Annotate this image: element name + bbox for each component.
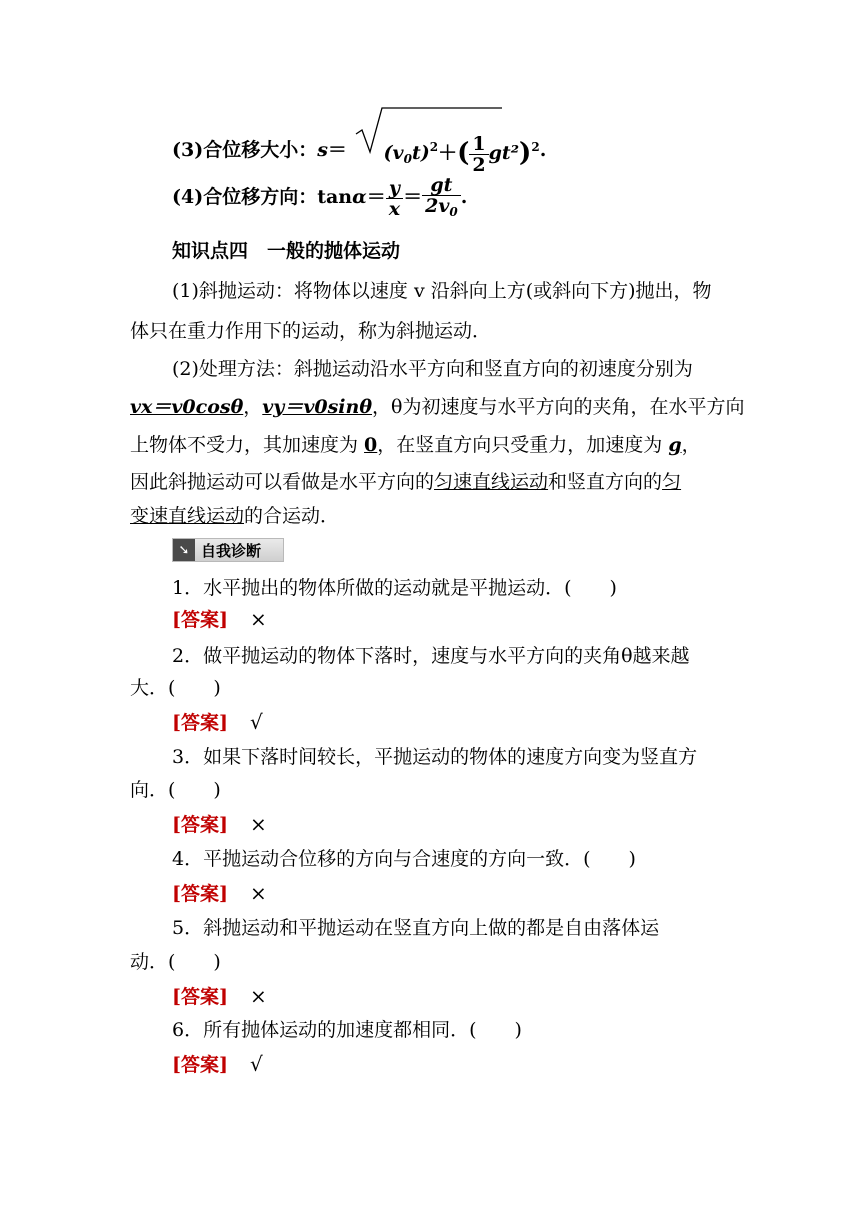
- answer-1: [答案] ×: [172, 607, 267, 631]
- question-5-cont: 动．( ): [130, 951, 221, 973]
- question-4: 4．平抛运动合位移的方向与合速度的方向一致．( ): [172, 848, 636, 870]
- question-3: 3．如果下落时间较长，平抛运动的物体的速度方向变为竖直方: [172, 746, 698, 768]
- formula-3: (3)合位移大小：s＝ $(v_0t)^2+$( $\frac{1}{2}$ gt²)$^2$.: [172, 118, 546, 168]
- section-title: 知识点四 一般的抛体运动: [172, 240, 401, 262]
- question-3-cont: 向．( ): [130, 779, 221, 801]
- question-5: 5．斜抛运动和平抛运动在竖直方向上做的都是自由落体运: [172, 917, 660, 939]
- paragraph-1-line-2: 体只在重力作用下的运动，称为斜抛运动．: [130, 320, 492, 342]
- fraction-half: $\frac{1}{2}$: [469, 134, 488, 175]
- paragraph-2-line-2: vx＝v0cosθ，vy＝v0sinθ，θ为初速度与水平方向的夹角，在水平方向: [130, 396, 745, 418]
- self-check-badge: ➘ 自我诊断: [172, 538, 284, 562]
- paragraph-2-line-4: 因此斜抛运动可以看做是水平方向的匀速直线运动和竖直方向的匀: [130, 471, 682, 493]
- acceleration-zero: 0: [364, 434, 378, 456]
- formula-3-s: s: [317, 139, 328, 161]
- question-6: 6．所有抛体运动的加速度都相同．( ): [172, 1019, 522, 1041]
- arrow-icon: ➘: [173, 539, 195, 561]
- question-2-cont: 大．( ): [130, 677, 221, 699]
- formula-4: (4)合位移方向：tanα＝ $\frac{y}{x}$ ＝ $\frac{gt}{2v_0}$ .: [172, 173, 468, 220]
- answer-3: [答案] ×: [172, 812, 267, 836]
- question-1: 1．水平抛出的物体所做的运动就是平抛运动．( ): [172, 577, 617, 599]
- paragraph-1-line-1: (1)斜抛运动：将物体以速度 v 沿斜向上方(或斜向下方)抛出，物: [172, 280, 712, 302]
- paragraph-2-line-3: 上物体不受力，其加速度为 0，在竖直方向只受重力，加速度为 g，: [130, 434, 701, 456]
- vx-formula: vx＝v0cosθ: [130, 396, 244, 418]
- variable-motion: 变速直线运动: [130, 505, 245, 527]
- paragraph-2-line-1: (2)处理方法：斜抛运动沿水平方向和竖直方向的初速度分别为: [172, 358, 693, 380]
- fraction-gt-2v0: $\frac{gt}{2v_0}$: [422, 175, 461, 222]
- acceleration-g: g: [668, 434, 682, 456]
- answer-5: [答案] ×: [172, 984, 267, 1008]
- sqrt-icon: $(v_0t)^2+$( $\frac{1}{2}$ gt²)$^2$: [354, 118, 540, 184]
- v0t-term: $(v_0t)$: [383, 142, 430, 166]
- question-2: 2．做平抛运动的物体下落时，速度与水平方向的夹角θ越来越: [172, 645, 690, 667]
- vy-formula: vy＝v0sinθ: [262, 396, 373, 418]
- answer-4: [答案] ×: [172, 881, 267, 905]
- uniform-motion: 匀速直线运动: [434, 471, 549, 493]
- answer-6: [答案] √: [172, 1052, 263, 1076]
- answer-2: [答案] √: [172, 710, 263, 734]
- paragraph-2-line-5: 变速直线运动的合运动．: [130, 505, 340, 527]
- fraction-y-x: $\frac{y}{x}$: [386, 178, 403, 219]
